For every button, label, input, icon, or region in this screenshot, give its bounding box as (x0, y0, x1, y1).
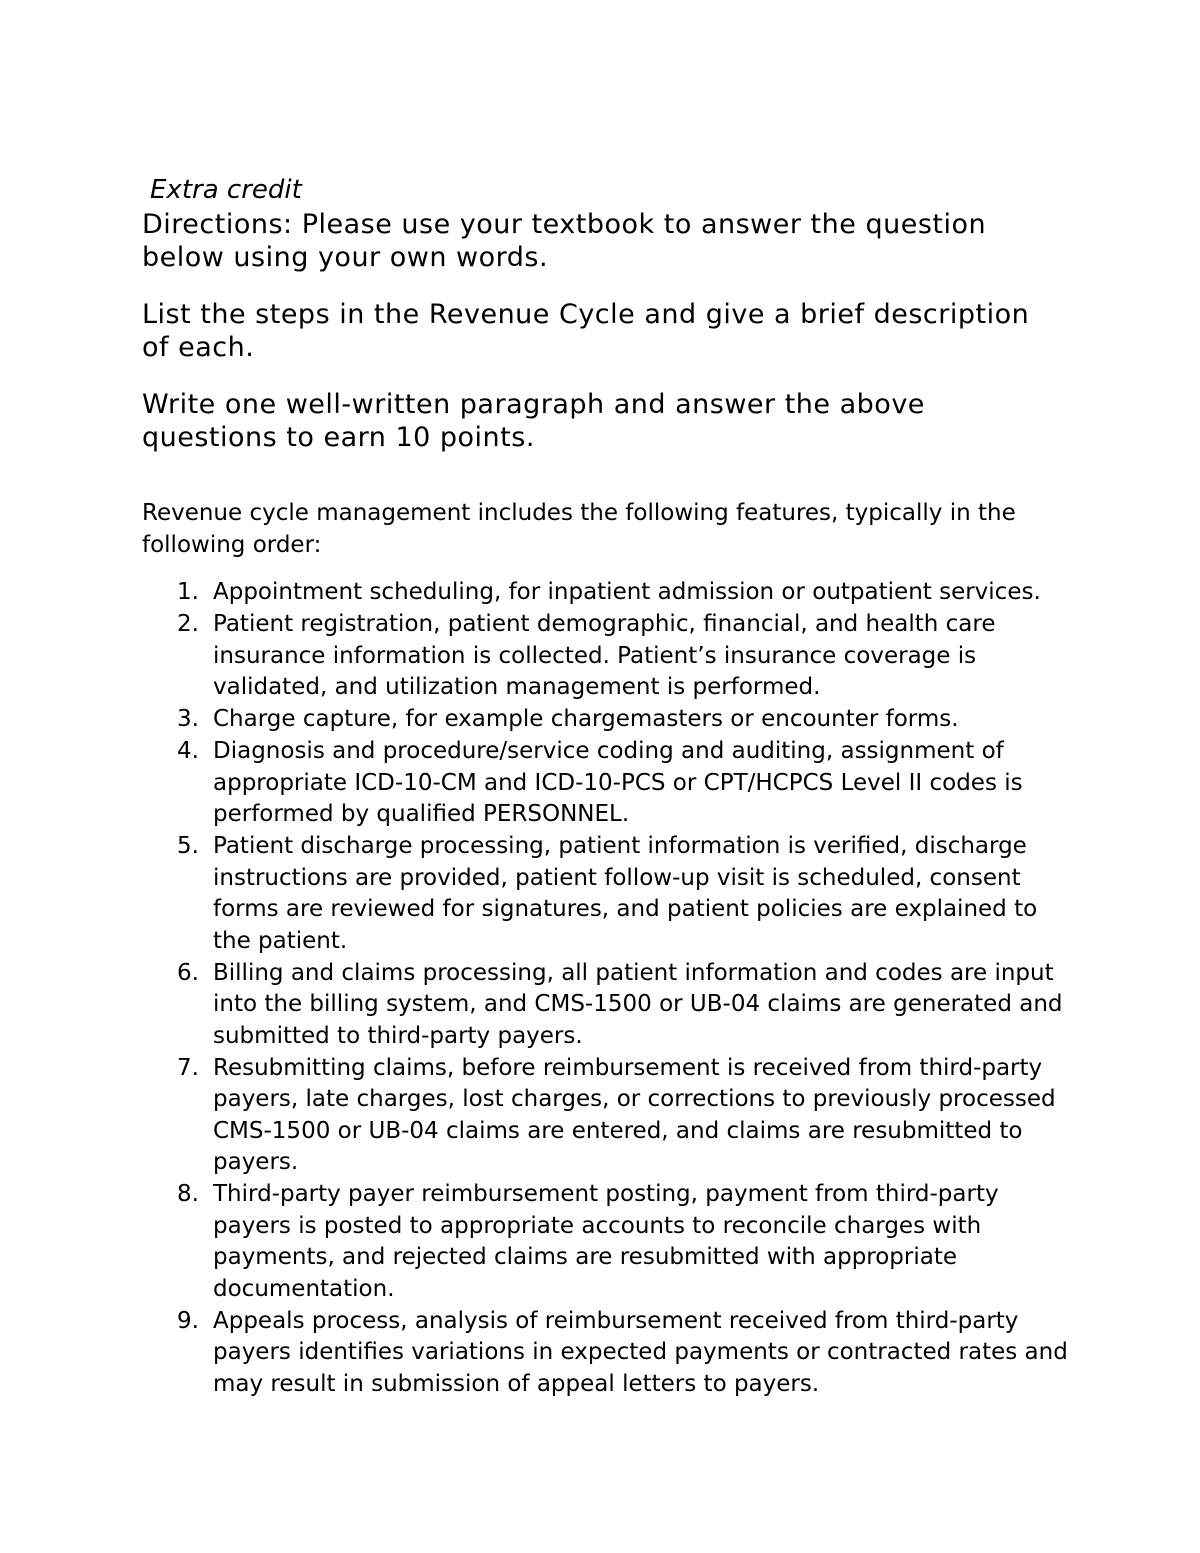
list-item-text: Third-party payer reimbursement posting, payment from third-party payers is posted to appropriate accounts to reconcile charges with payments, and rejected claims are resubmitted with appropriate documentation. (213, 1181, 999, 1302)
list-item-text: Billing and claims processing, all patient information and codes are input into the billing system, and CMS-1500 or UB-04 claims are generated and submitted to third-party payers. (213, 959, 1063, 1049)
list-item (142, 1179, 1072, 1305)
list-item-number: 5. (177, 833, 199, 859)
list-item-number: 2. (177, 611, 199, 637)
page-title: Extra credit (150, 175, 302, 205)
instruction-text: Write one well-written paragraph and answer the above questions to earn 10 points. (142, 389, 925, 453)
list-item (142, 609, 1072, 704)
list-item-number: 1. (177, 579, 199, 605)
directions-text: Directions: Please use your textbook to answer the question below using your own words. (142, 209, 987, 273)
list-item-number: 7. (177, 1054, 199, 1081)
list-item (142, 736, 1072, 831)
list-item-number: 4. (177, 738, 199, 764)
list-item-number: 8. (177, 1181, 199, 1207)
list-item (142, 1053, 1072, 1179)
list-item (142, 704, 1072, 736)
list-item-number: 9. (177, 1307, 199, 1334)
list-item (142, 831, 1072, 957)
list-item-text: Resubmitting claims, before reimbursement is received from third-party payers, late charges, lost charges, or corrections to previously processed CMS-1500 or UB-04 claims are entered, and claims are resubmitted to payers. (213, 1054, 1056, 1175)
list-item-number: 3. (177, 706, 199, 732)
intro-paragraph: Revenue cycle management includes the following features, typically in the following order: (142, 500, 1016, 558)
list-item (142, 1306, 1072, 1401)
list-item-text: Patient discharge processing, patient information is verified, discharge instructions are provided, patient follow-up visit is scheduled, consent forms are reviewed for signatures, and patient policies are explained to the patient. (213, 833, 1038, 954)
list-item-text: Charge capture, for example chargemasters or encounter forms. (213, 706, 959, 732)
revenue-cycle-steps-list (142, 577, 1072, 1401)
list-item-text: Appeals process, analysis of reimbursement received from third-party payers identifies variations in expected payments or contracted rates and may result in submission of appeal letters to payers. (213, 1307, 1068, 1397)
question-text: List the steps in the Revenue Cycle and give a brief description of each. (142, 299, 1030, 363)
list-item (142, 577, 1072, 609)
list-item-number: 6. (177, 959, 199, 986)
list-item (142, 958, 1072, 1053)
list-item-text: Diagnosis and procedure/service coding and auditing, assignment of appropriate ICD-10-CM and ICD-10-PCS or CPT/HCPCS Level II codes is performed by qualified PERSONNEL. (213, 738, 1023, 827)
list-item-text: Patient registration, patient demographic, financial, and health care insurance information is collected. Patient’s insurance coverage is validated, and utilization management is performed. (213, 611, 996, 700)
list-item-text: Appointment scheduling, for inpatient admission or outpatient services. (213, 579, 1041, 605)
